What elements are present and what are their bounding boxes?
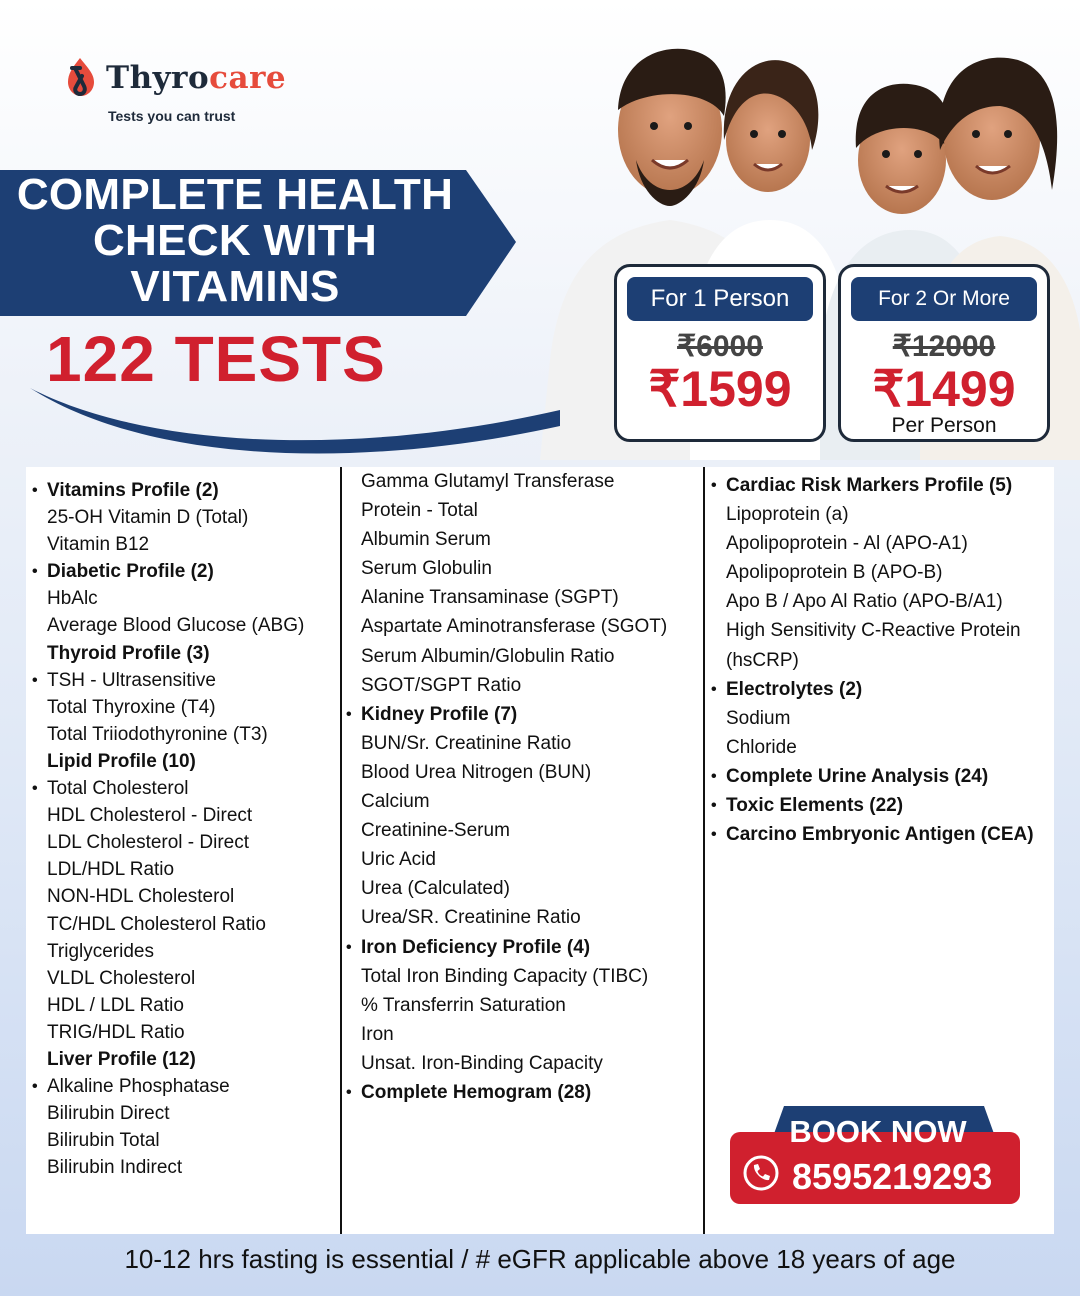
test-profile-heading: • Complete Hemogram (28) (346, 1078, 667, 1107)
test-item: SGOT/SGPT Ratio (361, 674, 522, 696)
new-price: ₹1599 (648, 361, 792, 417)
test-item: % Transferrin Saturation (361, 994, 566, 1016)
test-item: Calcium (361, 791, 430, 813)
test-profile-heading: • Iron Deficiency Profile (4) (346, 933, 667, 962)
test-item: HbAlc (47, 588, 98, 610)
test-item: LDL Cholesterol - Direct (47, 832, 250, 854)
test-item: HDL Cholesterol - Direct (47, 805, 253, 827)
footer-note: 10-12 hrs fasting is essential / # eGFR applicable above 18 years of age (124, 1244, 956, 1274)
test-item: • Total Cholesterol (32, 775, 304, 802)
tests-count: 122 TESTS (46, 323, 386, 395)
book-now-button[interactable] (730, 1106, 1020, 1234)
test-item: Serum Globulin (361, 558, 492, 580)
test-item: Albumin Serum (361, 529, 491, 551)
test-item: Lipoprotein (a) (726, 504, 849, 526)
price-card-label: For 1 Person (627, 277, 813, 321)
test-item: Average Blood Glucose (ABG) (47, 615, 305, 637)
per-person-note: Per Person (891, 414, 997, 437)
brand-tagline: Tests you can trust (108, 108, 236, 124)
test-profile-heading: • Complete Urine Analysis (24) (711, 762, 1034, 791)
test-item: Apolipoprotein - Al (APO-A1) (726, 533, 968, 555)
headline-line3: VITAMINS (130, 262, 340, 311)
test-profile-heading: Thyroid Profile (3) (47, 642, 210, 664)
test-item: TRIG/HDL Ratio (47, 1021, 185, 1043)
brand-logo[interactable] (62, 52, 302, 132)
test-item: Total Iron Binding Capacity (TIBC) (361, 965, 649, 987)
test-item: Bilirubin Indirect (47, 1157, 183, 1179)
test-item: Chloride (726, 736, 797, 758)
headline (0, 172, 470, 310)
test-column-1 (32, 477, 304, 1181)
headline-line1: COMPLETE HEALTH (16, 170, 454, 219)
column-divider (340, 467, 342, 1234)
test-item: Apolipoprotein B (APO-B) (726, 562, 943, 584)
brand-name (106, 60, 286, 96)
new-price: ₹1499 (872, 361, 1016, 417)
test-item: Sodium (726, 707, 791, 729)
test-item: Apo B / Apo Al Ratio (APO-B/A1) (726, 591, 1003, 613)
test-item: • TSH - Ultrasensitive (32, 667, 304, 694)
logo-mark-icon (62, 56, 100, 102)
test-item: Alanine Transaminase (SGPT) (361, 587, 619, 609)
test-column-2 (346, 467, 667, 1107)
test-item: TC/HDL Cholesterol Ratio (47, 913, 266, 935)
old-price: ₹12000 (892, 330, 996, 363)
test-item: Aspartate Aminotransferase (SGOT) (361, 616, 668, 638)
test-item: Bilirubin Direct (47, 1103, 170, 1125)
test-item: Blood Urea Nitrogen (BUN) (361, 761, 592, 783)
test-item: Vitamin B12 (47, 534, 150, 556)
test-profile-heading: • Kidney Profile (7) (346, 700, 667, 729)
test-item: Triglycerides (47, 940, 154, 962)
test-profile-heading: • Cardiac Risk Markers Profile (5) (711, 471, 1034, 500)
test-item: • Alkaline Phosphatase (32, 1073, 304, 1100)
test-profile-heading: • Diabetic Profile (2) (32, 558, 304, 585)
test-item: Total Thyroxine (T4) (47, 696, 216, 718)
brand-name-part2: care (209, 60, 287, 96)
test-profile-heading: • Electrolytes (2) (711, 675, 1034, 704)
test-item: Urea/SR. Creatinine Ratio (361, 907, 581, 929)
test-item: LDL/HDL Ratio (47, 859, 175, 881)
brand-name-part1: Thyro (106, 60, 210, 96)
test-item: NON-HDL Cholesterol (47, 886, 235, 908)
test-column-3 (711, 471, 1034, 849)
price-card-group[interactable] (838, 264, 1050, 442)
decorative-swoosh (0, 380, 560, 460)
price-card-label: For 2 Or More (851, 277, 1037, 321)
phone-number[interactable]: 8595219293 (792, 1156, 993, 1197)
test-item: Uric Acid (361, 849, 436, 871)
phone-icon (742, 1154, 780, 1192)
test-item: Urea (Calculated) (361, 878, 510, 900)
test-item: BUN/Sr. Creatinine Ratio (361, 732, 572, 754)
test-item: High Sensitivity C-Reactive Protein (726, 620, 1021, 642)
book-now-label: BOOK NOW (789, 1114, 967, 1149)
test-profile-heading: • Carcino Embryonic Antigen (CEA) (711, 820, 1034, 849)
test-item: 25-OH Vitamin D (Total) (47, 507, 249, 529)
test-profile-heading: Lipid Profile (10) (47, 750, 196, 772)
test-profile-heading: • Toxic Elements (22) (711, 791, 1034, 820)
test-item: Unsat. Iron-Binding Capacity (361, 1052, 603, 1074)
test-item: (hsCRP) (726, 649, 799, 671)
price-card-single[interactable] (614, 264, 826, 442)
test-item: Protein - Total (361, 500, 478, 522)
test-item: Serum Albumin/Globulin Ratio (361, 645, 615, 667)
test-item: Iron (361, 1023, 394, 1045)
test-profile-heading: • Vitamins Profile (2) (32, 477, 304, 504)
test-item: VLDL Cholesterol (47, 967, 196, 989)
column-divider (703, 467, 705, 1234)
test-item: Creatinine-Serum (361, 820, 510, 842)
test-profile-heading: Liver Profile (12) (47, 1048, 196, 1070)
test-item: Total Triiodothyronine (T3) (47, 723, 268, 745)
headline-line2: CHECK WITH (92, 216, 378, 265)
test-item: HDL / LDL Ratio (47, 994, 184, 1016)
old-price: ₹6000 (677, 330, 763, 363)
test-item: Gamma Glutamyl Transferase (361, 471, 615, 492)
test-item: Bilirubin Total (47, 1130, 160, 1152)
